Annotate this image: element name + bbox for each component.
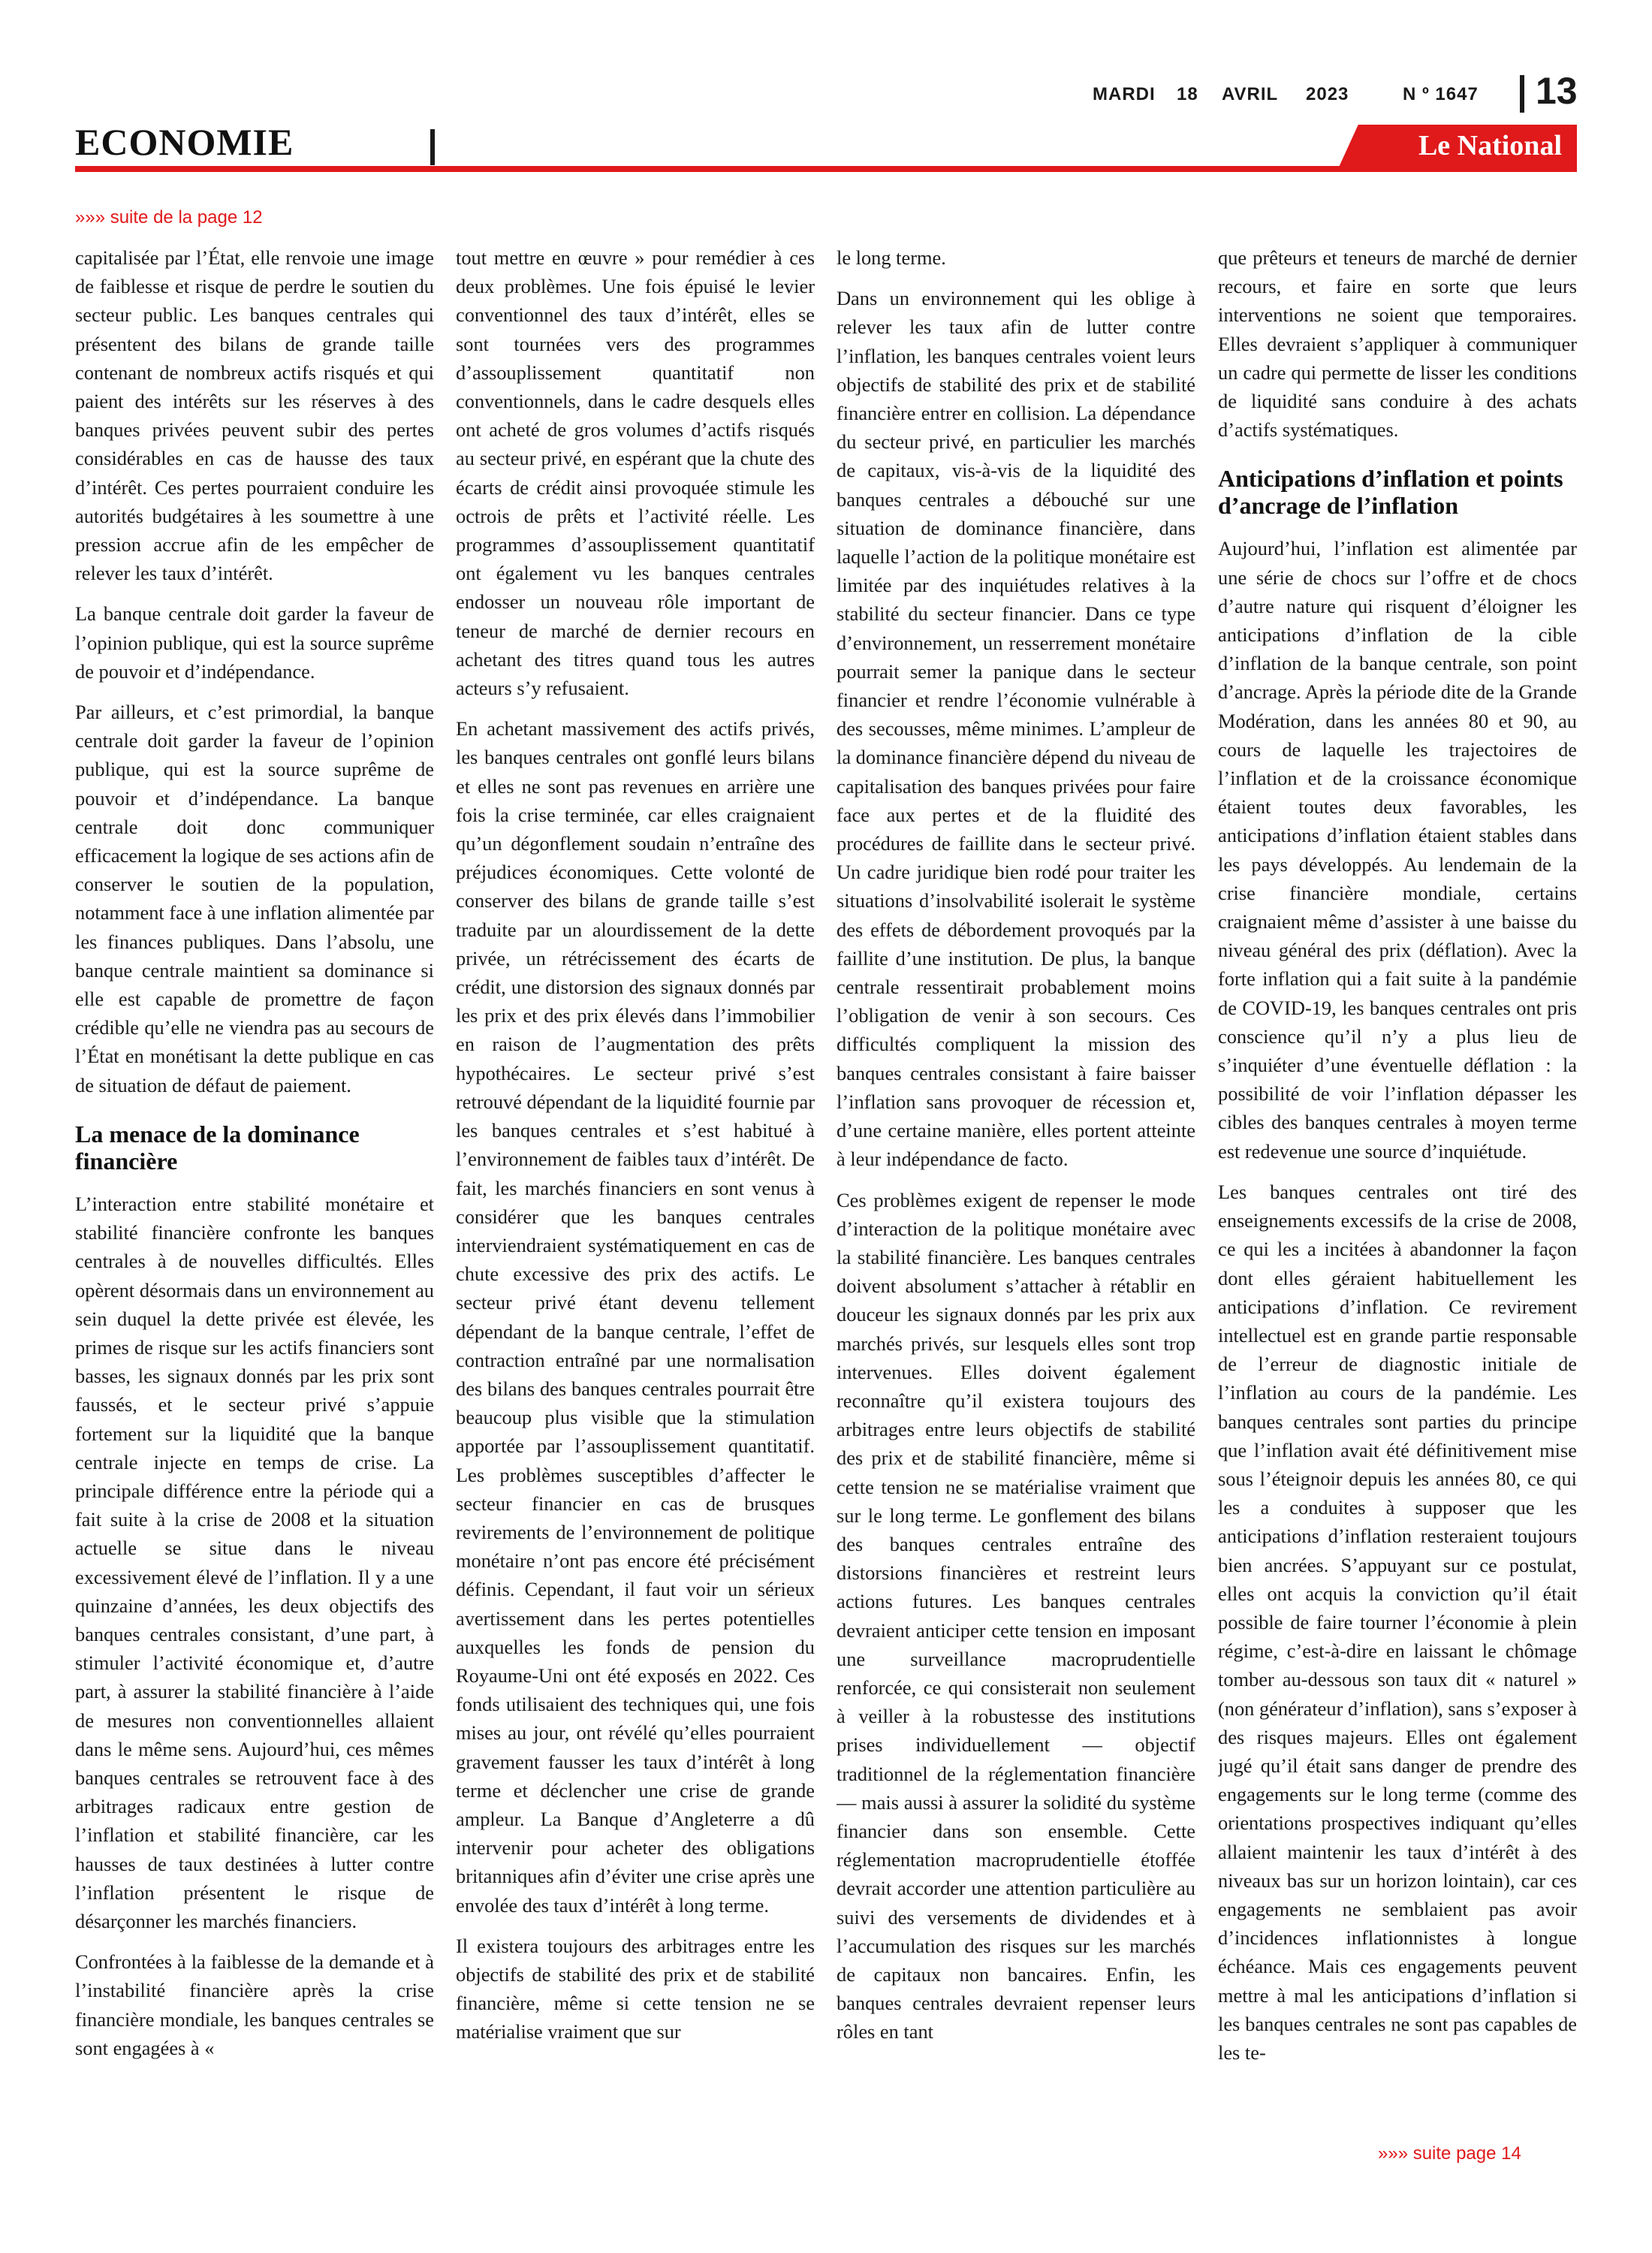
paragraph: Dans un environnement qui les oblige à relever les taux afin de lutter contre l’inflation, les banques centrales voient leurs objectifs de stabilité des prix et de stabilité financière entrer en collision. La dépendance du secteur privé, en particulier les marchés de capitaux, vis-à-vis de la liquidité des banques centrales a débouché sur une situation de dominance financière, dans laquelle l’action de la politique monétaire est limitée par des inquiétudes relatives à la stabilité du secteur financier. Dans ce type d’environnement, un resserrement monétaire pourrait semer la panique dans le secteur financier et rendre l’économie vulnérable à des secousses, même minimes. L’ampleur de la dominance financière dépend du niveau de capitalisation des banques privées pour faire face aux pertes et de la fluidité des procédures de faillite dans le secteur privé. Un cadre juridique bien rodé pour traiter les situations d’insolvabilité isolerait le système des effets de débordement provoqués par la faillite d’une institution. De plus, la banque centrale ressentirait probablement moins l’obligation de venir à son secours. Ces difficultés compliquent la mission des banques centrales consistant à faire baisser l’inflation sans provoquer de récession et, d’une certaine manière, elles portent atteinte à leur indépendance de facto.: [837, 287, 1195, 1171]
section-title: ECONOMIE: [75, 121, 294, 163]
date-day: MARDI: [1093, 84, 1156, 104]
paragraph: Aujourd’hui, l’inflation est alimentée par une série de chocs sur l’offre et de chocs d’autre nature qui risquent d’éloigner les anticipations d’inflation de la cible d’inflation de la banque centrale, son point d’ancrage. Après la période dite de la Grande Modération, dans les années 80 et 90, au cours de laquelle les trajectoires de l’inflation et de la croissance économique étaient toutes deux favorables, les anticipations d’inflation étaient stables dans les pays développés. Au lendemain de la crise financière mondiale, certains craignaient même d’assister à une baisse du niveau général des prix (déflation). Avec la forte inflation qui a fait suite à la pandémie de COVID-19, les banques centrales ont pris conscience qu’il n’y a plus lieu de s’inquiéter d’une éventuelle déflation : la possibilité de voir l’inflation dépasser les cibles des banques centrales à moyen terme est redevenue une source d’inquiétude.: [1218, 537, 1577, 1163]
article-column-2: [456, 243, 815, 2136]
paragraph: Ces problèmes exigent de repenser le mode d’interaction de la politique monétaire avec la stabilité financière. Les banques centrales doivent absolument s’attacher à rétablir en douceur les signaux donnés par les prix aux marchés privés, sur lesquels elles sont trop intervenues. Elles doivent également reconnaître qu’il existera toujours des arbitrages entre leurs objectifs de stabilité des prix et de stabilité financière, même si cette tension ne se matérialise vraiment que sur le long terme. Le gonflement des bilans des banques centrales entraîne des distorsions financières et restreint leurs actions futures. Les banques centrales devraient anticiper cette tension en imposant une surveillance macroprudentielle renforcée, ce qui consisterait non seulement à veiller à la robustesse des institutions prises individuellement — objectif traditionnel de la réglementation financière — mais aussi à assurer la solidité du système financier dans son ensemble. Cette réglementation macroprudentielle étoffée devrait accorder une attention particulière au suivi des versements de dividendes et à l’accumulation des risques sur les marchés de capitaux non bancaires. Enfin, les banques centrales devraient repenser leurs rôles en tant: [837, 1188, 1195, 2043]
date-number: 18: [1177, 84, 1198, 104]
subheading: La menace de la dominance financière: [75, 1120, 360, 1175]
continued-from-note: »»» suite de la page 12: [75, 207, 263, 228]
paragraph: Les banques centrales ont tiré des enseignements excessifs de la crise de 2008, ce qui les a incitées à abandonner la façon dont elles géraient habituellement les anticipations d’inflation. Ce revirement intellectuel est en grande partie responsable de l’erreur de diagnostic initiale de l’inflation au cours de la pandémie. Les banques centrales sont parties du principe que l’inflation avait été définitivement mise sous l’éteignoir depuis les années 80, ce qui les a conduites à supposer que les anticipations d’inflation resteraient toujours bien ancrées. S’appuyant sur ce postulat, elles ont acquis la conviction qu’il était possible de faire tourner l’économie à plein régime, c’est-à-dire en laissant le chômage tomber au-dessous son taux dit « naturel » (non générateur d’inflation), sans s’exposer à des risques majeurs. Elles ont également jugé qu’il était sans danger de prendre des engagements sur le long terme (comme des orientations prospectives indiquant qu’elles allaient maintenir les taux d’intérêt à des niveaux bas sur un horizon lointain), car ces engagements ne semblaient pas avoir d’incidences inflationnistes à longue échéance. Mais ces engagements peuvent mettre à mal les anticipations d’inflation si les banques centrales ne sont pas capables de les te-: [1218, 1180, 1577, 2064]
paragraph: La banque centrale doit garder la faveur de l’opinion publique, qui est la source suprême de pouvoir et d’indépendance.: [75, 602, 434, 683]
paragraph: En achetant massivement des actifs privés, les banques centrales ont gonflé leurs bilans et elles ne sont pas revenues en arrière une fois la crise terminée, car elles craignaient qu’un dégonflement soudain n’entraîne des préjudices économiques. Cette volonté de conserver des bilans de grande taille s’est traduite par un alourdissement de la dette privée, un rétrécissement des écarts de crédit, une distorsion des signaux donnés par les prix et des prix élevés dans l’immobilier en raison de l’augmentation des prêts hypothécaires. Le secteur privé s’est retrouvé dépendant de la liquidité fournie par les banques centrales et s’est habitué à l’environnement de faibles taux d’intérêt. De fait, les marchés financiers en sont venus à considérer que les banques centrales interviendraient systématiquement en cas de chute excessive des prix des actifs. Le secteur privé étant devenu tellement dépendant de la banque centrale, l’effet de contraction entraîné par une normalisation des bilans des banques centrales pourrait être beaucoup plus visible que la stimulation apportée par l’assouplissement quantitatif. Les problèmes susceptibles d’affecter le secteur financier en cas de brusques revirements de l’environnement de politique monétaire n’ont pas encore été précisément définis. Cependant, il faut voir un sérieux avertissement dans les pertes potentielles auxquelles les fonds de pension du Royaume-Uni ont été exposés en 2022. Ces fonds utilisaient des techniques qui, une fois mises au jour, ont révélé qu’elles pourraient gravement fausser les taux d’intérêt à long terme et déclencher une crise de grande ampleur. La Banque d’Angleterre a dû intervenir pour acheter des obligations britanniques afin d’éviter une crise après une envolée des taux d’intérêt à long terme.: [456, 717, 815, 1917]
date-month: AVRIL: [1222, 84, 1279, 104]
article-column-4: [1218, 243, 1577, 2136]
date-line: [1093, 84, 1558, 114]
page-number: 13: [1536, 70, 1578, 112]
section-title-divider: [430, 129, 435, 165]
paragraph: L’interaction entre stabilité monétaire et stabilité financière confronte les banques centrales à de nouvelles difficultés. Elles opèrent désormais dans un environnement au sein duquel la dette privée est élevée, les primes de risque sur les actifs financiers sont basses, les signaux donnés par les prix sont faussés, et le secteur privé s’appuie fortement sur la liquidité que la banque centrale injecte en temps de crise. La principale différence entre la période qui a fait suite à la crise de 2008 et la situation actuelle se situe dans le niveau excessivement élevé de l’inflation. Il y a une quinzaine d’années, les deux objectifs des banques centrales consistant, d’une part, à stimuler l’activité économique et, d’autre part, à assurer la stabilité financière à l’aide de mesures non conventionnelles allaient dans le même sens. Aujourd’hui, ces mêmes banques centrales se retrouvent face à des arbitrages radicaux entre gestion de l’inflation et stabilité financière, car les hausses de taux destinées à lutter contre l’inflation présentent le risque de désarçonner les marchés financiers.: [75, 1192, 434, 1932]
paragraph: Confrontées à la faiblesse de la demande et à l’instabilité financière après la crise financière mondiale, les banques centrales se sont engagées à «: [75, 1950, 434, 2059]
page-number-divider: [1520, 75, 1524, 113]
paragraph: le long terme.: [837, 246, 946, 269]
issue-number: N º 1647: [1403, 84, 1479, 104]
article-column-3: [837, 243, 1195, 2136]
subheading: Anticipations d’inflation et points d’ancrage de l’inflation: [1218, 465, 1563, 520]
continued-to-link[interactable]: »»» suite page 14: [1378, 2143, 1521, 2164]
brand-name: Le National: [1418, 130, 1562, 161]
paragraph: que prêteurs et teneurs de marché de dernier recours, et faire en sorte que leurs interventions ne soient que temporaires. Elles devraient s’appliquer à communiquer un cadre qui permette de lisser les conditions de liquidité sans conduire à des achats d’actifs systématiques.: [1218, 246, 1577, 442]
date-year: 2023: [1306, 84, 1349, 104]
paragraph: tout mettre en œuvre » pour remédier à ces deux problèmes. Une fois épuisé le levier conventionnel des taux d’intérêt, elles se sont tournées vers des programmes d’assouplissement quantitatif non conventionnels, dans le cadre desquels elles ont acheté de gros volumes d’actifs risqués au secteur privé, en espérant que la chute des écarts de crédit ainsi provoquée stimule les octrois de prêts et l’activité réelle. Les programmes d’assouplissement quantitatif ont également vu les banques centrales endosser un nouveau rôle important de teneur de marché de dernier recours en achetant des titres quand tous les autres acteurs s’y refusaient.: [456, 246, 815, 700]
article-column-1: [75, 243, 434, 2136]
paragraph: Par ailleurs, et c’est primordial, la banque centrale doit garder la faveur de l’opinion publique, qui est la source suprême de pouvoir et d’indépendance. La banque centrale doit donc communiquer efficacement la logique de ses actions afin de conserver le soutien de la population, notamment face à une inflation alimentée par les finances publiques. Dans l’absolu, une banque centrale maintient sa dominance si elle est capable de promettre de façon crédible qu’elle ne viendra pas au secours de l’État en monétisant la dette publique en cas de situation de défaut de paiement.: [75, 701, 434, 1096]
paragraph: Il existera toujours des arbitrages entre les objectifs de stabilité des prix et de stabilité financière, même si cette tension ne se matérialise vraiment que sur: [456, 1934, 815, 2043]
paragraph: capitalisée par l’État, elle renvoie une image de faiblesse et risque de perdre le soutien du secteur public. Les banques centrales qui présentent des bilans de grande taille contenant de nombreux actifs risqués et qui paient des intérêts sur les réserves à des banques privées peuvent subir des pertes considérables en cas de hausse des taux d’intérêt. Ces pertes pourraient conduire les autorités budgétaires à les soumettre à une pression accrue afin de les empêcher de relever les taux d’intérêt.: [75, 246, 434, 585]
masthead: [0, 0, 1652, 188]
